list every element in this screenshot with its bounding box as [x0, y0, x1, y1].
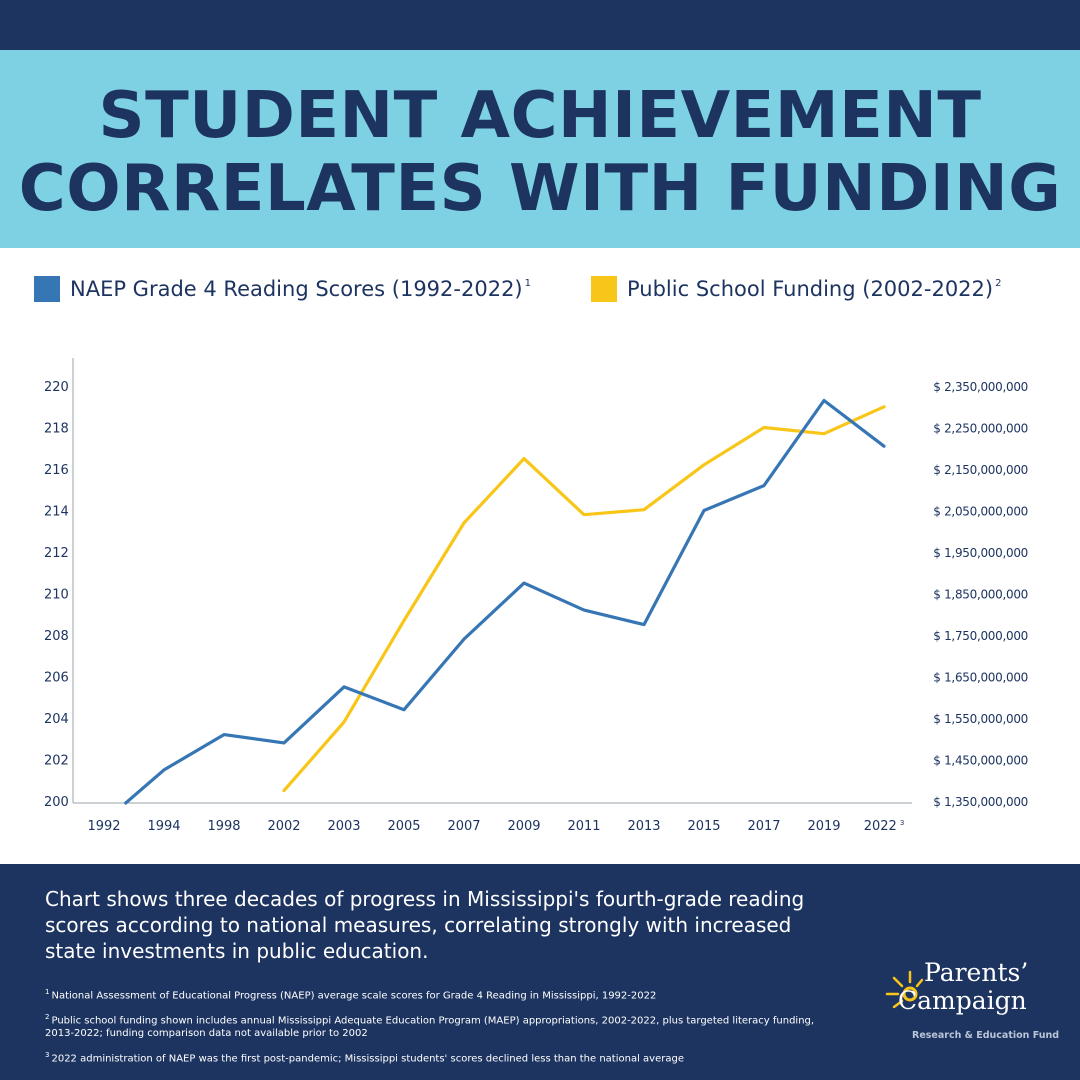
x-tick-label: 2007	[447, 819, 481, 834]
funding-line	[284, 407, 884, 791]
right-tick-label: $ 2,150,000,000	[933, 463, 1028, 477]
footnote-mark: 2	[45, 1013, 50, 1022]
legend-item-funding	[591, 276, 1001, 302]
footnote-3	[45, 1049, 835, 1065]
chart-summary: Chart shows three decades of progress in Mississippi's fourth-grade reading scores according to national measures, correlating strongly with increased state investments in public education.	[45, 887, 805, 963]
right-tick-label: $ 1,950,000,000	[933, 546, 1028, 560]
x-tick-label: 2015	[687, 819, 721, 834]
x-tick-label: 2011	[567, 819, 601, 834]
title-line-2: CORRELATES WITH FUNDING	[18, 152, 1062, 226]
left-tick-label: 210	[44, 587, 69, 603]
x-tick-label: 2022 $^3$	[863, 819, 905, 834]
x-tick-label: 2019	[807, 819, 841, 834]
chart-legend	[0, 276, 1080, 310]
footnotes	[45, 986, 835, 1074]
legend-note-funding: 2	[995, 277, 1002, 289]
x-tick-note: 3	[899, 819, 905, 827]
left-tick-label: 220	[44, 380, 69, 395]
parents-campaign-logo	[884, 958, 1064, 1048]
x-tick-label: 2017	[747, 819, 781, 834]
x-tick-label: 2005	[387, 819, 421, 834]
legend-label-funding: Public School Funding (2002-2022)	[627, 277, 994, 301]
footnote-text: 2022 administration of NAEP was the first post-pandemic; Mississippi students' scores declined less than the national average	[51, 1052, 684, 1064]
legend-label-reading: NAEP Grade 4 Reading Scores (1992-2022)	[70, 277, 523, 301]
left-tick-label: 200	[44, 795, 69, 810]
reading-scores-line	[126, 401, 884, 804]
legend-item-reading	[34, 276, 531, 302]
x-tick-label: 1994	[147, 819, 181, 834]
footnote-text: National Assessment of Educational Progress (NAEP) average scale scores for Grade 4 Reading in Mississippi, 1992-2022	[51, 990, 657, 1002]
left-tick-label: 218	[44, 421, 69, 437]
logo-text-tagline: Research & Education Fund	[912, 1030, 1060, 1041]
right-tick-label: $ 2,050,000,000	[933, 504, 1028, 519]
legend-swatch-funding	[591, 276, 617, 302]
x-tick-label: 1992	[87, 819, 121, 834]
right-tick-label: $ 1,750,000,000	[933, 629, 1028, 643]
x-tick-label: 2013	[627, 819, 661, 834]
footnote-1	[45, 986, 835, 1002]
left-axis-ticks	[44, 380, 69, 810]
title-line-1: STUDENT ACHIEVEMENT	[98, 79, 982, 153]
x-tick-label: 2002	[267, 819, 301, 834]
top-bar	[0, 0, 1080, 50]
footnote-2	[45, 1011, 835, 1039]
logo-text-campaign: Campaign	[898, 986, 1027, 1015]
x-axis-ticks	[87, 819, 904, 834]
right-tick-label: $ 1,650,000,000	[933, 670, 1028, 685]
left-tick-label: 202	[44, 753, 69, 769]
left-tick-label: 212	[44, 546, 69, 561]
x-tick-label: 1998	[207, 819, 241, 834]
right-axis-ticks	[933, 380, 1028, 809]
left-tick-label: 206	[44, 670, 69, 686]
line-chart	[0, 340, 1080, 850]
left-tick-label: 214	[44, 504, 69, 520]
legend-swatch-reading	[34, 276, 60, 302]
footnote-mark: 3	[45, 1050, 50, 1059]
right-tick-label: $ 1,350,000,000	[933, 795, 1028, 809]
right-tick-label: $ 1,850,000,000	[933, 587, 1028, 602]
left-tick-label: 204	[44, 712, 69, 727]
right-tick-label: $ 2,250,000,000	[933, 421, 1028, 436]
right-tick-label: $ 1,550,000,000	[933, 712, 1028, 726]
footnote-text: Public school funding shown includes annual Mississippi Adequate Education Program (MAEP) appropriations, 2002-2022, plus targeted literacy funding, 2013-2022; funding comparison data not available prior to 2002	[45, 1015, 815, 1039]
logo-text-parents: Parents’	[924, 958, 1029, 987]
x-tick-label: 2003	[327, 819, 361, 834]
left-tick-label: 216	[44, 463, 69, 478]
x-tick-label: 2009	[507, 819, 541, 834]
legend-note-reading: 1	[524, 277, 531, 289]
page-title	[0, 80, 1080, 226]
right-tick-label: $ 1,450,000,000	[933, 753, 1028, 768]
footnote-mark: 1	[45, 988, 50, 996]
series-layer	[126, 400, 884, 803]
right-tick-label: $ 2,350,000,000	[933, 380, 1028, 394]
left-tick-label: 208	[44, 629, 69, 644]
